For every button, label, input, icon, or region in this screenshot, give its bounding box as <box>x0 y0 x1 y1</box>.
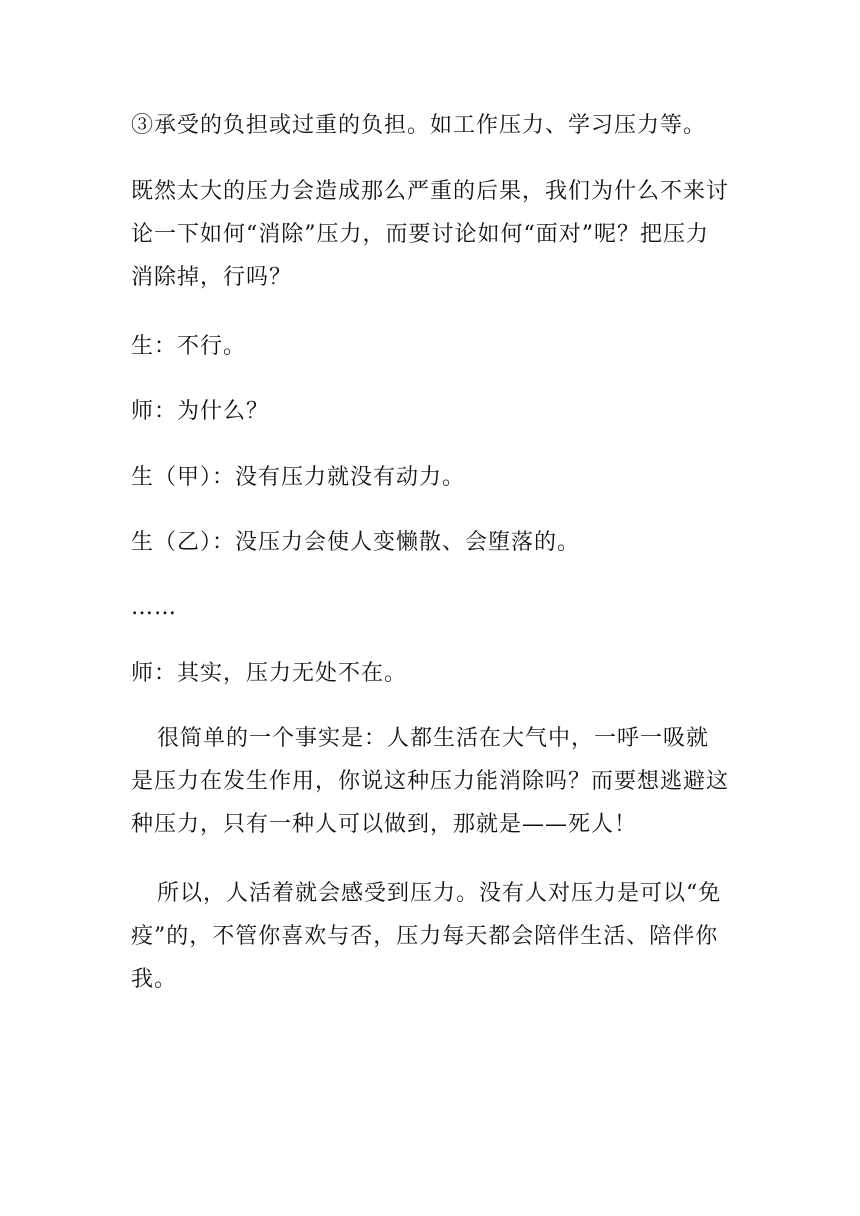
paragraph-student-b: 生（乙）：没压力会使人变懒散、会堕落的。 <box>131 530 581 555</box>
paragraph-question-eliminate: 既然太大的压力会造成那么严重的后果，我们为什么不来讨论一下如何“消除”压力，而要讨论如何“面对”呢？把压力消除掉，行吗？ <box>131 179 730 290</box>
paragraph-student-reply: 生：不行。 <box>131 334 247 359</box>
paragraph-pressure-definition: ③承受的负担或过重的负担。如工作压力、学习压力等。 <box>131 113 707 138</box>
paragraph-student-a: 生（甲）：没有压力就没有动力。 <box>131 465 466 490</box>
paragraph-teacher-why: 师：为什么？ <box>131 399 270 424</box>
paragraph-conclusion: 所以，人活着就会感受到压力。没有人对压力是可以“免疫”的，不管你喜欢与否，压力每天都会陪伴生活、陪伴你我。 <box>131 881 722 992</box>
paragraph-ellipsis: …… <box>131 595 177 620</box>
paragraph-teacher-everywhere: 师：其实，压力无处不在。 <box>131 661 408 686</box>
paragraph-simple-fact: 很简单的一个事实是：人都生活在大气中，一呼一吸就是压力在发生作用，你说这种压力能消除吗？而要想逃避这种压力，只有一种人可以做到，那就是——死人！ <box>131 726 730 837</box>
